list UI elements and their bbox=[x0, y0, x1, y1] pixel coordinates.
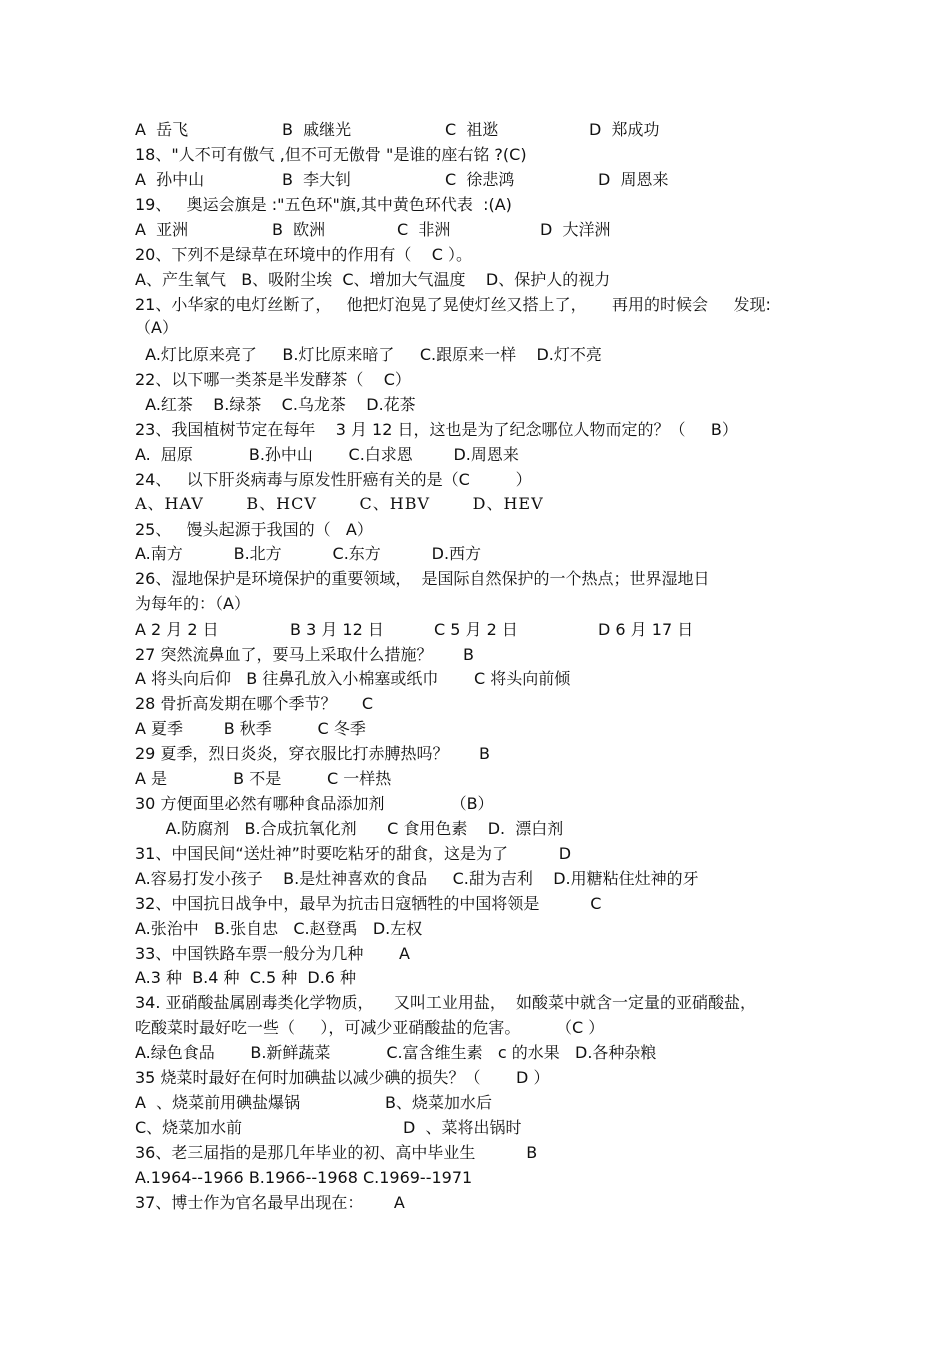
q36-options: A.1964--1966 B.1966--1968 C.1969--1971 bbox=[135, 1168, 473, 1187]
q23-options: A. 屈原 B.孙中山 C.白求恩 D.周恩来 bbox=[135, 445, 519, 464]
option-b: B、烧菜加水后 bbox=[385, 1093, 492, 1112]
q21-options: A.灯比原来亮了 B.灯比原来暗了 C.跟原来一样 D.灯不亮 bbox=[135, 345, 602, 364]
question-27: 27 突然流鼻血了，要马上采取什么措施？ B bbox=[135, 645, 474, 664]
q33-options: A.3 种 B.4 种 C.5 种 D.6 种 bbox=[135, 968, 357, 987]
q35-options-row-2 bbox=[135, 1117, 522, 1139]
q19-options bbox=[135, 219, 611, 241]
q18-options bbox=[135, 169, 669, 191]
option-a: A 孙中山 bbox=[135, 170, 205, 189]
question-26-cont: 为每年的：（A） bbox=[135, 594, 250, 613]
option-a: A 、烧菜前用碘盐爆锅 bbox=[135, 1093, 301, 1112]
question-22: 22、以下哪一类茶是半发酵茶（ C） bbox=[135, 370, 411, 389]
q24-options: A、HAV B、HCV C、HBV D、HEV bbox=[135, 494, 544, 513]
option-b: B 3 月 12 日 bbox=[290, 620, 384, 639]
option-a: A 2 月 2 日 bbox=[135, 620, 219, 639]
question-34-cont: 吃酸菜时最好吃一些（ ），可减少亚硝酸盐的危害。 （C ） bbox=[135, 1018, 605, 1037]
q30-options: A.防腐剂 B.合成抗氧化剂 C 食用色素 D. 漂白剂 bbox=[135, 819, 564, 838]
question-25: 25、 馒头起源于我国的（ A） bbox=[135, 520, 373, 539]
option-c: C 5 月 2 日 bbox=[434, 620, 518, 639]
question-31: 31、中国民间“送灶神”时要吃粘牙的甜食，这是为了 D bbox=[135, 844, 572, 863]
question-35: 35 烧菜时最好在何时加碘盐以减少碘的损失？（ D ） bbox=[135, 1068, 550, 1087]
option-d: D 周恩来 bbox=[598, 170, 669, 189]
option-c: C 徐悲鸿 bbox=[445, 170, 515, 189]
option-b: B 戚继光 bbox=[282, 120, 352, 139]
q31-options: A.容易打发小孩子 B.是灶神喜欢的食品 C.甜为吉利 D.用糖粘住灶神的牙 bbox=[135, 869, 699, 888]
question-33: 33、中国铁路车票一般分为几种 A bbox=[135, 944, 410, 963]
question-20: 20、下列不是绿草在环境中的作用有（ C ）。 bbox=[135, 245, 472, 264]
option-d: D 郑成功 bbox=[589, 120, 660, 139]
question-26: 26、湿地保护是环境保护的重要领域， 是国际自然保护的一个热点；世界湿地日 bbox=[135, 569, 710, 588]
q17-options bbox=[135, 119, 660, 141]
q34-options: A.绿色食品 B.新鲜蔬菜 C.富含维生素 c 的水果 D.各种杂粮 bbox=[135, 1043, 657, 1062]
q22-options: A.红茶 B.绿茶 C.乌龙茶 D.花茶 bbox=[135, 395, 416, 414]
q27-options: A 将头向后仰 B 往鼻孔放入小棉塞或纸巾 C 将头向前倾 bbox=[135, 669, 571, 688]
q28-options: A 夏季 B 秋季 C 冬季 bbox=[135, 719, 366, 738]
q32-options: A.张治中 B.张自忠 C.赵登禹 D.左权 bbox=[135, 919, 423, 938]
question-19: 19、 奥运会旗是 :"五色环"旗,其中黄色环代表 :(A) bbox=[135, 195, 512, 214]
question-29: 29 夏季，烈日炎炎，穿衣服比打赤膊热吗？ B bbox=[135, 744, 490, 763]
question-21: 21、小华家的电灯丝断了， 他把灯泡晃了晃使灯丝又搭上了， 再用的时候会 发现: bbox=[135, 295, 771, 314]
q26-options bbox=[135, 619, 694, 641]
question-24: 24、 以下肝炎病毒与原发性肝癌有关的是（C ） bbox=[135, 470, 532, 489]
question-30: 30 方便面里必然有哪种食品添加剂 （B） bbox=[135, 794, 494, 813]
question-21-cont: （A） bbox=[135, 318, 178, 337]
question-28: 28 骨折高发期在哪个季节？ C bbox=[135, 694, 374, 713]
q25-options: A.南方 B.北方 C.东方 D.西方 bbox=[135, 544, 482, 563]
question-34: 34. 亚硝酸盐属剧毒类化学物质， 又叫工业用盐， 如酸菜中就含一定量的亚硝酸盐， bbox=[135, 993, 757, 1012]
option-b: B 李大钊 bbox=[282, 170, 352, 189]
q29-options: A 是 B 不是 C 一样热 bbox=[135, 769, 392, 788]
option-a: A 岳飞 bbox=[135, 120, 189, 139]
question-37: 37、博士作为官名最早出现在： A bbox=[135, 1193, 405, 1212]
option-c: C、烧菜加水前 bbox=[135, 1118, 243, 1137]
q35-options-row-1 bbox=[135, 1092, 492, 1114]
option-d: D 、菜将出锅时 bbox=[403, 1118, 522, 1137]
option-d: D 6 月 17 日 bbox=[598, 620, 694, 639]
option-c: C 非洲 bbox=[397, 220, 451, 239]
question-18: 18、"人不可有傲气 ,但不可无傲骨 "是谁的座右铭 ?(C) bbox=[135, 145, 527, 164]
q20-options: A、产生氧气 B、吸附尘埃 C、增加大气温度 D、保护人的视力 bbox=[135, 270, 611, 289]
option-a: A 亚洲 bbox=[135, 220, 189, 239]
option-b: B 欧洲 bbox=[272, 220, 326, 239]
option-c: C 祖逖 bbox=[445, 120, 499, 139]
option-d: D 大洋洲 bbox=[540, 220, 611, 239]
question-36: 36、老三届指的是那几年毕业的初、高中毕业生 B bbox=[135, 1143, 538, 1162]
question-23: 23、我国植树节定在每年 3 月 12 日，这也是为了纪念哪位人物而定的？（ B） bbox=[135, 420, 738, 439]
question-32: 32、中国抗日战争中，最早为抗击日寇牺牲的中国将领是 C bbox=[135, 894, 602, 913]
